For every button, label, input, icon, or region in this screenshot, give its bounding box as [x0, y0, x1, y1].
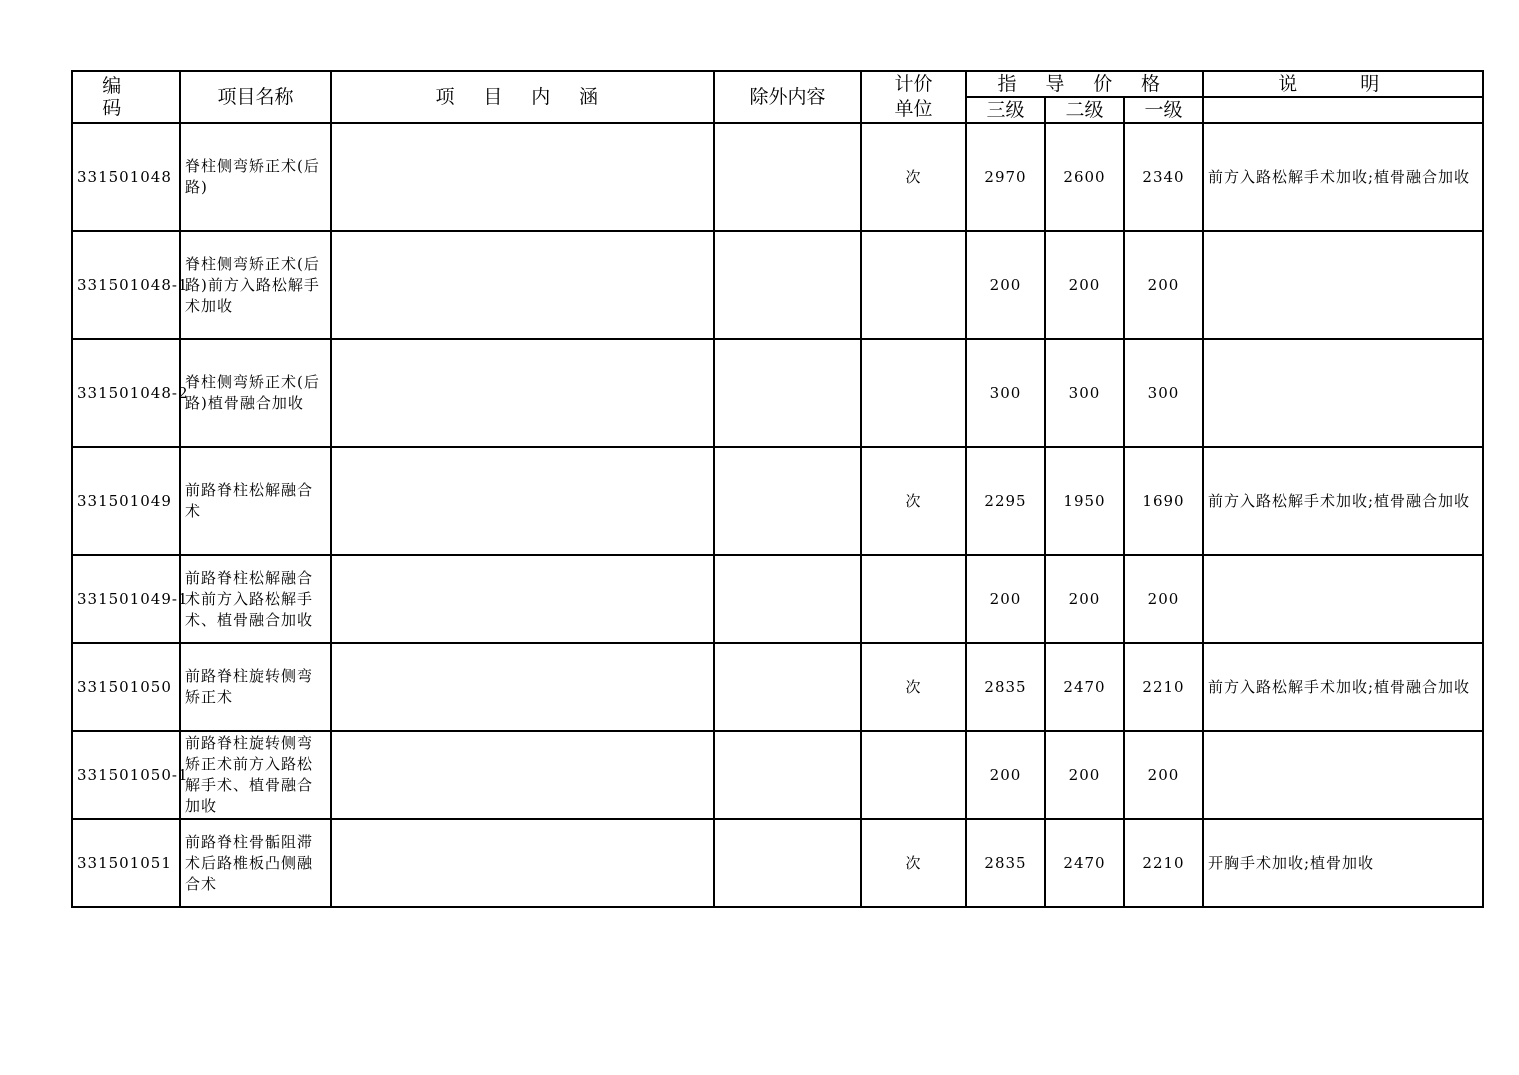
- cell-content: [331, 339, 714, 447]
- cell-name: 前路脊柱旋转侧弯矫正术: [180, 643, 331, 731]
- header-price-group: 指 导 价 格: [966, 71, 1203, 97]
- cell-level3: 2970: [966, 123, 1045, 231]
- cell-level2: 1950: [1045, 447, 1124, 555]
- table-row: [72, 447, 1483, 555]
- cell-exclusion: [714, 339, 861, 447]
- header-level3: 三级: [966, 97, 1045, 123]
- cell-level2: 300: [1045, 339, 1124, 447]
- cell-content: [331, 231, 714, 339]
- cell-note: [1203, 731, 1483, 819]
- cell-unit: [861, 555, 966, 643]
- price-table: [71, 70, 1484, 908]
- cell-exclusion: [714, 731, 861, 819]
- header-content: 项 目 内 涵: [331, 71, 714, 123]
- cell-level1: 200: [1124, 731, 1203, 819]
- cell-level1: 300: [1124, 339, 1203, 447]
- header-row: [72, 71, 1483, 97]
- cell-code: 331501051: [72, 819, 180, 907]
- cell-level2: 200: [1045, 555, 1124, 643]
- cell-level3: 200: [966, 231, 1045, 339]
- table-row: [72, 231, 1483, 339]
- cell-note: [1203, 231, 1483, 339]
- cell-exclusion: [714, 123, 861, 231]
- cell-code: 331501048-2: [72, 339, 180, 447]
- table-row: [72, 819, 1483, 907]
- cell-unit: 次: [861, 123, 966, 231]
- cell-content: [331, 643, 714, 731]
- cell-name: 前路脊柱骨骺阻滞术后路椎板凸侧融合术: [180, 819, 331, 907]
- header-code: 编 码: [72, 71, 180, 123]
- cell-content: [331, 819, 714, 907]
- header-note-sub: [1203, 97, 1483, 123]
- cell-code: 331501050: [72, 643, 180, 731]
- cell-code: 331501050-1: [72, 731, 180, 819]
- cell-level2: 2470: [1045, 819, 1124, 907]
- table-row: [72, 555, 1483, 643]
- cell-note: [1203, 555, 1483, 643]
- cell-note: 前方入路松解手术加收;植骨融合加收: [1203, 447, 1483, 555]
- header-note: 说 明: [1203, 71, 1483, 97]
- cell-level2: 200: [1045, 731, 1124, 819]
- cell-content: [331, 123, 714, 231]
- cell-name: 脊柱侧弯矫正术(后路)植骨融合加收: [180, 339, 331, 447]
- cell-exclusion: [714, 819, 861, 907]
- cell-exclusion: [714, 643, 861, 731]
- header-level1: 一级: [1124, 97, 1203, 123]
- cell-name: 脊柱侧弯矫正术(后路)前方入路松解手术加收: [180, 231, 331, 339]
- cell-code: 331501048: [72, 123, 180, 231]
- cell-level2: 200: [1045, 231, 1124, 339]
- cell-code: 331501049-1: [72, 555, 180, 643]
- cell-unit: 次: [861, 643, 966, 731]
- cell-exclusion: [714, 447, 861, 555]
- header-unit-line2: 单位: [894, 98, 933, 120]
- cell-level1: 200: [1124, 555, 1203, 643]
- cell-unit: 次: [861, 819, 966, 907]
- cell-note: [1203, 339, 1483, 447]
- cell-level3: 2835: [966, 819, 1045, 907]
- cell-level3: 2835: [966, 643, 1045, 731]
- cell-exclusion: [714, 555, 861, 643]
- cell-note: 前方入路松解手术加收;植骨融合加收: [1203, 123, 1483, 231]
- header-level2: 二级: [1045, 97, 1124, 123]
- header-exclusion: 除外内容: [714, 71, 861, 123]
- table-row: [72, 731, 1483, 819]
- cell-content: [331, 731, 714, 819]
- cell-name: 前路脊柱旋转侧弯矫正术前方入路松解手术、植骨融合加收: [180, 731, 331, 819]
- cell-name: 前路脊柱松解融合术: [180, 447, 331, 555]
- table-row: [72, 123, 1483, 231]
- cell-level1: 1690: [1124, 447, 1203, 555]
- cell-unit: 次: [861, 447, 966, 555]
- cell-name: 脊柱侧弯矫正术(后路): [180, 123, 331, 231]
- cell-name: 前路脊柱松解融合术前方入路松解手术、植骨融合加收: [180, 555, 331, 643]
- cell-level3: 300: [966, 339, 1045, 447]
- cell-level1: 200: [1124, 231, 1203, 339]
- cell-code: 331501048-1: [72, 231, 180, 339]
- cell-unit: [861, 339, 966, 447]
- cell-unit: [861, 231, 966, 339]
- cell-content: [331, 447, 714, 555]
- cell-level1: 2210: [1124, 643, 1203, 731]
- cell-unit: [861, 731, 966, 819]
- cell-level3: 2295: [966, 447, 1045, 555]
- cell-level1: 2340: [1124, 123, 1203, 231]
- cell-note: 开胸手术加收;植骨加收: [1203, 819, 1483, 907]
- cell-level1: 2210: [1124, 819, 1203, 907]
- cell-level3: 200: [966, 731, 1045, 819]
- cell-code: 331501049: [72, 447, 180, 555]
- cell-level2: 2470: [1045, 643, 1124, 731]
- header-unit-line1: 计价: [894, 73, 933, 95]
- table-row: [72, 339, 1483, 447]
- table-row: [72, 643, 1483, 731]
- cell-level2: 2600: [1045, 123, 1124, 231]
- cell-content: [331, 555, 714, 643]
- cell-note: 前方入路松解手术加收;植骨融合加收: [1203, 643, 1483, 731]
- header-unit: [861, 71, 966, 123]
- cell-level3: 200: [966, 555, 1045, 643]
- cell-exclusion: [714, 231, 861, 339]
- header-name: 项目名称: [180, 71, 331, 123]
